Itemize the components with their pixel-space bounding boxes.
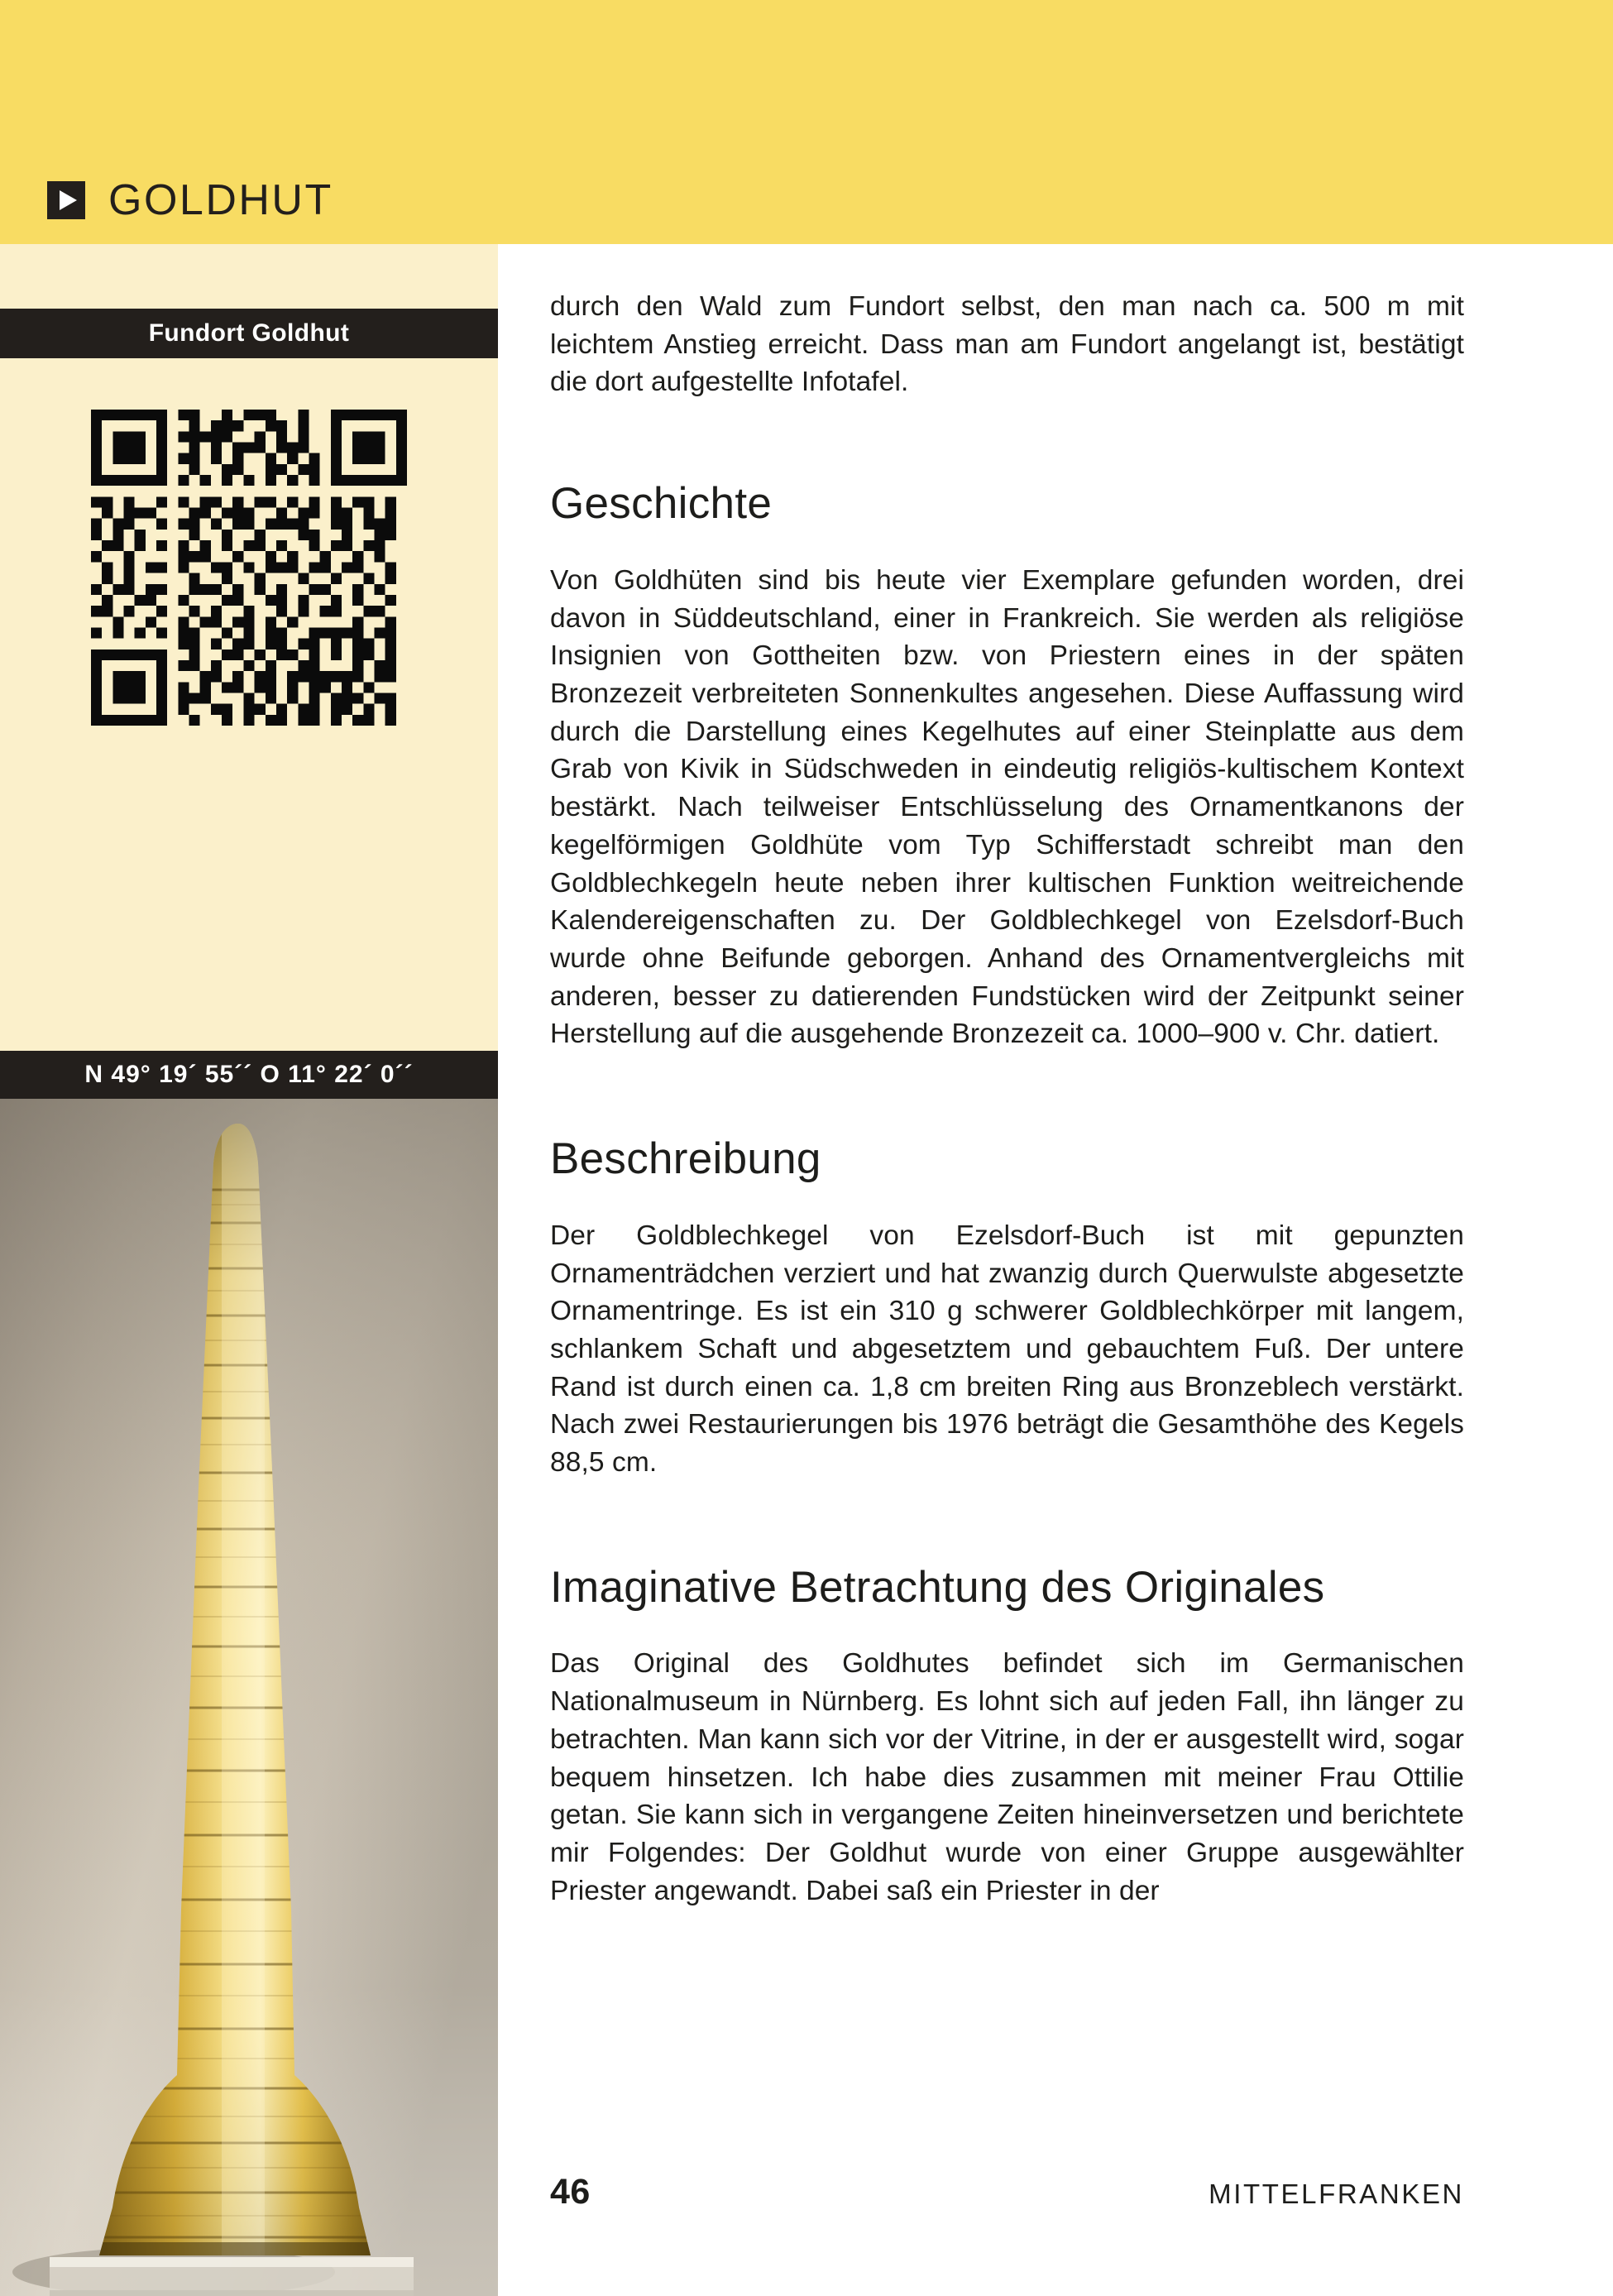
section-body-beschreibung: Der Goldblechkegel von Ezelsdorf-Buch ist mit gepunzten Ornamenträdchen verziert und hat zwanzig durch Querwulste abgesetzte Ornamentringe. Es ist ein 310 g schwerer Goldblechkörper mit langem, schlankem Schaft und abgesetztem und gebauchtem Fuß. Der untere Rand ist durch einen ca. 1,8 cm breiten Ring aus Bronzeblech verstärkt. Nach zwei Restaurierungen bis 1976 beträgt die Gesamthöhe des Kegels 88,5 cm.	[550, 1220, 1464, 1479]
intro-paragraph: durch den Wald zum Fundort selbst, den man nach ca. 500 m mit leichtem Anstieg erreicht. Dass man am Fundort angelangt ist, bestätigt die dort aufgestellte Infotafel.	[550, 291, 1464, 398]
coordinates-bar	[0, 1051, 498, 1099]
spacer	[550, 1482, 1464, 1565]
spacer	[550, 1610, 1464, 1645]
main-content	[550, 288, 1464, 1910]
section-heading-imaginative-betrachtung: Imaginative Betrachtung des Originales	[550, 1562, 1325, 1612]
spacer	[550, 1182, 1464, 1217]
page-footer	[550, 2172, 1464, 2212]
section-body-imaginative-betrachtung: Das Original des Goldhutes befindet sich im Germanischen Nationalmuseum in Nürnberg. Es lohnt sich auf jeden Fall, ihn länger zu betrachten. Man kann sich vor der Vitrine, in der er ausgestellt wird, sogar bequem hinsetzen. Ich habe dies zusammen mit meiner Frau Ottilie getan. Sie kann sich in vergangene Zeiten hineinversetzen und berichtete mir Folgendes: Der Goldhut wurde von einer Gruppe ausgewählter Priester angewandt. Dabei saß ein Priester in der	[550, 1648, 1464, 1906]
spacer	[550, 401, 1464, 481]
gold-cone-photo	[0, 1099, 498, 2296]
section-heading-beschreibung: Beschreibung	[550, 1134, 821, 1184]
fundort-label-bar	[0, 309, 498, 358]
sidebar	[0, 244, 498, 2296]
page-number: 46	[550, 2172, 591, 2212]
region-label: MITTELFRANKEN	[1209, 2179, 1464, 2209]
play-triangle-icon	[47, 181, 85, 219]
spacer	[550, 527, 1464, 562]
section-body-geschichte: Von Goldhüten sind bis heute vier Exemplare gefunden worden, drei davon in Süddeutschland, einer in Frankreich. Sie werden als religiöse Insignien von Gottheiten bzw. von Priestern eines in der späten Bronzezeit verbreiteten Sonnenkultes angesehen. Diese Auffassung wird durch die Darstellung eines Kegelhutes auf einer Steinplatte aus dem Grab von Kivik in Südschweden in eindeutig religiös-kultischem Kontext bestärkt. Nach teilweiser Entschlüsselung des Ornamentkanons der kegelförmigen Goldhüte vom Typ Schifferstadt schreibt man den Goldblechkegeln heute neben ihrer kultischen Funktion weitreichende Kalendereigenschaften zu. Der Goldblechkegel von Ezelsdorf-Buch wurde ohne Beifunde geborgen. Anhand des Ornamentvergleichs mit anderen, besser zu datierenden Fundstücken wird der Zeitpunkt seiner Herstellung auf die ausgehende Bronzezeit ca. 1000–900 v. Chr. datiert.	[550, 564, 1464, 1050]
qr-code-icon[interactable]	[91, 410, 407, 726]
page-header-band	[0, 0, 1613, 244]
spacer	[550, 1053, 1464, 1136]
section-heading-geschichte: Geschichte	[550, 479, 773, 529]
fundort-label: Fundort Goldhut	[148, 319, 350, 347]
page-header	[47, 176, 333, 224]
coordinates-value: N 49° 19´ 55´´ O 11° 22´ 0´´	[84, 1061, 414, 1088]
page-title: GOLDHUT	[108, 176, 333, 224]
